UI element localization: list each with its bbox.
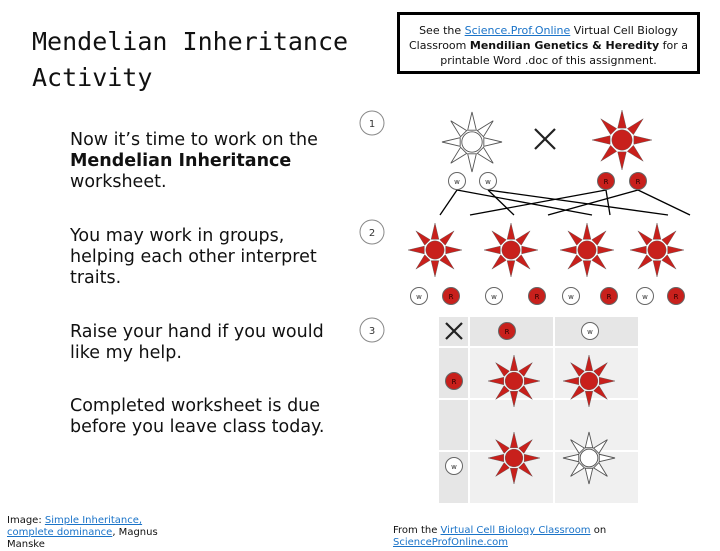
cross-icon — [535, 129, 555, 149]
flower-petal — [601, 145, 617, 161]
offspring-red-flower — [408, 223, 462, 277]
allele-letter: w — [587, 328, 593, 336]
flower-petal — [653, 261, 661, 277]
allele-w — [480, 173, 497, 190]
flower-petal — [601, 119, 617, 135]
row-allele-r — [446, 373, 463, 390]
cross-line — [457, 190, 592, 215]
flower-center — [578, 241, 596, 259]
header-allele-w — [582, 323, 599, 340]
cross-line — [548, 190, 638, 215]
slide-title: Mendelian Inheritance Activity — [32, 27, 349, 92]
flower-petal — [516, 255, 530, 269]
allele-letter: R — [606, 293, 612, 301]
cross-line — [606, 190, 610, 215]
flower-petal — [507, 261, 515, 277]
allele-r — [443, 288, 460, 305]
flower-petal — [668, 246, 684, 254]
p1-pre: Now it’s time to work on the — [70, 130, 318, 150]
flower-petal — [492, 255, 506, 269]
info-link-scienceprof[interactable]: Science.Prof.Online — [464, 24, 571, 37]
flower-petal — [451, 121, 467, 137]
cross-line — [470, 190, 606, 215]
flower-petal — [468, 112, 477, 130]
allele-letter: R — [673, 293, 679, 301]
allele-letter: w — [491, 293, 497, 301]
p1-post: worksheet. — [70, 172, 167, 192]
allele-r — [668, 288, 685, 305]
flower-center — [502, 241, 520, 259]
flower-petal — [583, 261, 591, 277]
allele-letter: w — [416, 293, 422, 301]
allele-r — [529, 288, 546, 305]
flower-petal — [440, 255, 454, 269]
flower-petal — [451, 147, 467, 163]
flower-petal — [442, 138, 460, 147]
step-label-3 — [360, 318, 384, 342]
allele-w — [563, 288, 580, 305]
allele-r — [630, 173, 647, 190]
source-middle: on — [590, 525, 607, 536]
flower-petal — [516, 231, 530, 245]
allele-letter: R — [534, 293, 540, 301]
allele-letter: w — [642, 293, 648, 301]
cross-line — [638, 190, 690, 215]
info-middle: Virtual Cell Biology Classroom — [408, 24, 678, 52]
step-number: 3 — [368, 326, 376, 337]
punnett-white-red — [488, 432, 540, 484]
flower-petal — [627, 119, 643, 135]
flower-petal — [568, 231, 582, 245]
punnett-red-red — [488, 355, 540, 407]
flower-petal — [492, 231, 506, 245]
allele-letter: w — [454, 178, 460, 186]
flower-petal — [630, 246, 646, 254]
image-credit-link[interactable]: Simple Inheritance, complete dominance — [7, 515, 143, 538]
allele-w — [449, 173, 466, 190]
flower-petal — [416, 255, 430, 269]
allele-w — [486, 288, 503, 305]
flower-petal — [477, 147, 493, 163]
flower-petal — [627, 145, 643, 161]
header-allele-r — [499, 323, 516, 340]
source-link-classroom[interactable]: Virtual Cell Biology Classroom — [440, 525, 591, 536]
flower-petal — [522, 246, 538, 254]
parent-red-flower — [592, 110, 652, 170]
info-prefix: See the — [419, 24, 465, 37]
image-credit-suffix: , Magnus Manske — [7, 527, 158, 550]
source-prefix: From the — [393, 525, 441, 536]
flower-petal — [592, 255, 606, 269]
flower-petal — [416, 231, 430, 245]
punnett-red-white — [563, 355, 615, 407]
flower-petal — [507, 223, 515, 239]
flower-center — [462, 132, 482, 152]
parent-white-flower — [442, 112, 502, 172]
p1-bold: Mendelian Inheritance — [70, 151, 292, 171]
flower-petal — [653, 223, 661, 239]
step-number: 1 — [368, 119, 376, 130]
allele-letter: w — [568, 293, 574, 301]
flower-petal — [592, 231, 606, 245]
allele-letter: w — [451, 463, 457, 471]
flower-petal — [583, 223, 591, 239]
flower-petal — [446, 246, 462, 254]
flower-petal — [431, 261, 439, 277]
flower-petal — [598, 246, 614, 254]
flower-petal — [568, 255, 582, 269]
paragraph-help: Raise your hand if you would like my help. — [70, 322, 324, 363]
flower-petal — [618, 152, 627, 170]
flower-petal — [662, 255, 676, 269]
allele-letter: R — [603, 178, 609, 186]
flower-petal — [634, 136, 652, 145]
allele-w — [411, 288, 428, 305]
allele-letter: R — [448, 293, 454, 301]
step-number: 2 — [368, 228, 376, 239]
step-label-1 — [360, 111, 384, 135]
allele-letter: R — [451, 378, 457, 386]
flower-petal — [484, 138, 502, 147]
allele-letter: R — [504, 328, 510, 336]
flower-center — [505, 449, 523, 467]
step-label-2 — [360, 220, 384, 244]
flower-center — [648, 241, 666, 259]
flower-petal — [431, 223, 439, 239]
flower-petal — [408, 246, 424, 254]
flower-petal — [592, 136, 610, 145]
flower-petal — [560, 246, 576, 254]
flower-center — [580, 372, 598, 390]
flower-petal — [618, 110, 627, 128]
flower-petal — [477, 121, 493, 137]
offspring-red-flower — [560, 223, 614, 277]
allele-r — [601, 288, 618, 305]
cross-line — [488, 190, 668, 215]
flower-petal — [468, 154, 477, 172]
flower-petal — [484, 246, 500, 254]
info-suffix: for a printable Word .doc of this assignment. — [440, 39, 689, 67]
allele-letter: R — [635, 178, 641, 186]
flower-petal — [638, 255, 652, 269]
paragraph-groups: You may work in groups, helping each other interpret traits. — [70, 226, 317, 288]
allele-letter: w — [485, 178, 491, 186]
flower-center — [612, 130, 632, 150]
flower-petal — [638, 231, 652, 245]
punnett-white-white — [563, 432, 615, 484]
flower-center — [505, 372, 523, 390]
flower-center — [426, 241, 444, 259]
flower-center — [580, 449, 598, 467]
offspring-red-flower — [630, 223, 684, 277]
offspring-red-flower — [484, 223, 538, 277]
row-allele-w — [446, 458, 463, 475]
image-credit-prefix: Image: — [7, 515, 45, 526]
allele-r — [598, 173, 615, 190]
cross-line — [440, 190, 457, 215]
source-link-site[interactable]: ScienceProfOnline.com — [393, 537, 508, 548]
paragraph-due: Completed worksheet is due before you leave class today. — [70, 396, 325, 437]
flower-petal — [440, 231, 454, 245]
info-bold-title: Mendilian Genetics & Heredity — [469, 39, 660, 52]
flower-petal — [662, 231, 676, 245]
allele-w — [637, 288, 654, 305]
